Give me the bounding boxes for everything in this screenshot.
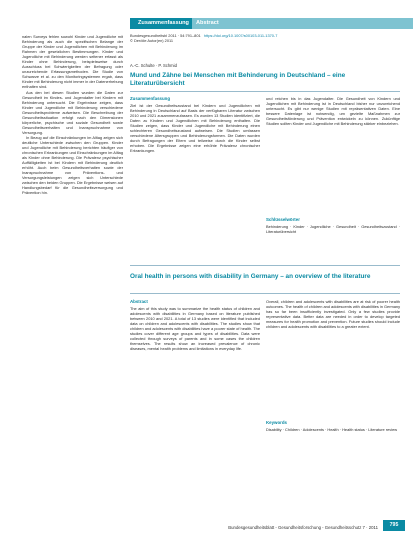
left-paragraph-1: nalen Surveys fehlen sowohl Kinder und Jugendliche mit Behinderung als auch die spezifischen Belange der Gruppe der Kinder und Jugendlichen mit Behinderung im Rahmen der gesetzlichen Bestimmungen. Kinder und Jugendliche mit Behinderung werden seltener erfasst als Kinder ohne Behinderung, beispielsweise durch Ausschluss bei Schwierigkeiten der Befragung oder unzureichende Erfassungsmethoden. Die Studie von Schwarze et al. zu den Monitoringsystemen ergab, dass Kinder mit Behinderung nicht immer in der Datenerhebung enthalten sind.: [22, 34, 123, 90]
article-title-english: Oral health in persons with disability in Germany – an overview of the literature: [130, 273, 371, 280]
zusammenfassung-col1: Ziel ist der Gesundheitszustand bei Kindern und Jugendlichen mit Behinderung in Deutschland auf Basis der verfügbaren Literatur zwischen 2010 und 2021 zusammenzufassen. Es wurden 13 Studien identifiziert, die Daten zu Kindern und Jugendlichen mit Behinderung enthalten. Die Studien zeigen, dass Kinder und Jugendliche mit Behinderung einen schlechteren Gesundheitszustand aufweisen. Die Studien umfassen verschiedene Altersgruppen und Behinderungsformen. Die Daten wurden durch Befragungen der Eltern und teilweise durch die Kinder selbst erhoben. Die Ergebnisse zeigen eine erhöhte Prävalenz chronischer Erkrankungen.: [130, 103, 260, 154]
keywords-text: Disability · Children · Adolescents · Health · Health status · Literature review: [266, 427, 398, 432]
left-paragraph-3: In Bezug auf die Einschränkungen im Alltag zeigen sich deutliche Unterschiede zwischen den Gruppen. Kinder und Jugendliche mit Behinderung berichten häufiger von chronischen Erkrankungen und Einschränkungen im Alltag als Kinder ohne Behinderung. Die Prävalenz psychischer Auffälligkeiten ist bei Kindern mit Behinderung deutlich erhöht. Auch beim Gesundheitsverhalten sowie der Inanspruchnahme von Präventions- und Versorgungsleistungen zeigen sich Unterschiede zwischen den beiden Gruppen. Die Ergebnisse weisen auf Handlungsbedarf für die Gesundheitsversorgung und Prävention hin.: [22, 134, 123, 196]
abstract-col1: The aim of this study was to summarize the health status of children and adolescents with disabilities in Germany based on literature published between 2010 and 2021. A total of 13 studies were identified that included data on children and adolescents with disabilities. The studies show that children and adolescents with disabilities have a poorer state of health. The studies cover different age groups and types of disabilities. Data were collected through surveys of parents and in some cases the children themselves. The results show an increased prevalence of chronic diseases, mental health problems and limitations in everyday life.: [130, 306, 260, 352]
tab-zusammenfassung[interactable]: Zusammenfassung: [130, 18, 192, 29]
page-number: 795: [383, 520, 405, 531]
zusammenfassung-heading: Zusammenfassung: [130, 96, 171, 101]
left-column-text: [22, 34, 123, 196]
left-paragraph-2: Aus den bei diesen Studien wurden die Daten zur Gesundheit im Kindes- und Jugendalter bei Kindern mit Behinderung untersucht. Die Ergebnisse zeigen, dass Kinder und Jugendliche mit Behinderung verschiedene Gesundheitsprobleme aufweisen. Die Beschreibung der Gesundheitssituation erfolgt nach den Dimensionen körperliche, psychische und soziale Gesundheit sowie Gesundheitsverhalten und Inanspruchnahme von Versorgung.: [22, 89, 123, 135]
schluesselwoerter-heading: Schlüsselwörter: [266, 217, 300, 222]
schluesselwoerter-text: Behinderung · Kinder · Jugendliche · Gesundheit · Gesundheitszustand · Literaturübersicht: [266, 224, 400, 235]
abstract-col2: Overall, children and adolescents with disabilities are at risk of poorer health outcomes. The health of children and adolescents with disabilities in Germany has so far been insufficiently investigated. Only a few studies provide representative data. Better data are needed in order to develop targeted measures for health promotion and prevention. Future studies should include children and adolescents with disabilities to a greater extent.: [266, 299, 401, 330]
authors: A.-C. Schulte · P. Schmid: [130, 63, 177, 68]
tab-abstract[interactable]: Abstract: [192, 18, 413, 29]
abstract-tabs: [130, 18, 413, 29]
divider: [130, 293, 400, 294]
divider: [130, 91, 400, 92]
article-title-german: Mund und Zähne bei Menschen mit Behinderung in Deutschland – eine Literaturübersicht: [130, 72, 346, 87]
keywords-heading: Keywords: [266, 420, 287, 425]
zusammenfassung-col2: und reichen bis in das Jugendalter. Die Gesundheit von Kindern und Jugendlichen mit Behinderung ist in Deutschland bisher nur unzureichend untersucht. Es gibt nur wenige Studien mit repräsentativen Daten. Eine bessere Datenlage ist notwendig, um gezielte Maßnahmen zur Gesundheitsförderung und Prävention entwickeln zu können. Zukünftige Studien sollten Kinder und Jugendliche mit Behinderung stärker einbeziehen.: [266, 96, 400, 127]
citation-copyright: © Der/die Autor(en) 2011: [130, 38, 174, 43]
footer-journal: Bundesgesundheitsblatt - Gesundheitsforschung - Gesundheitsschutz 7 · 2011: [228, 525, 378, 530]
citation-block: [130, 33, 408, 43]
divider: [130, 265, 400, 266]
citation-journal: Bundesgesundheitsbl 2011 · 54:791–801: [130, 33, 201, 38]
doi-link[interactable]: https://doi.org/10.1007/s00103-011-1370-7: [203, 33, 278, 38]
abstract-heading: Abstract: [130, 299, 148, 304]
